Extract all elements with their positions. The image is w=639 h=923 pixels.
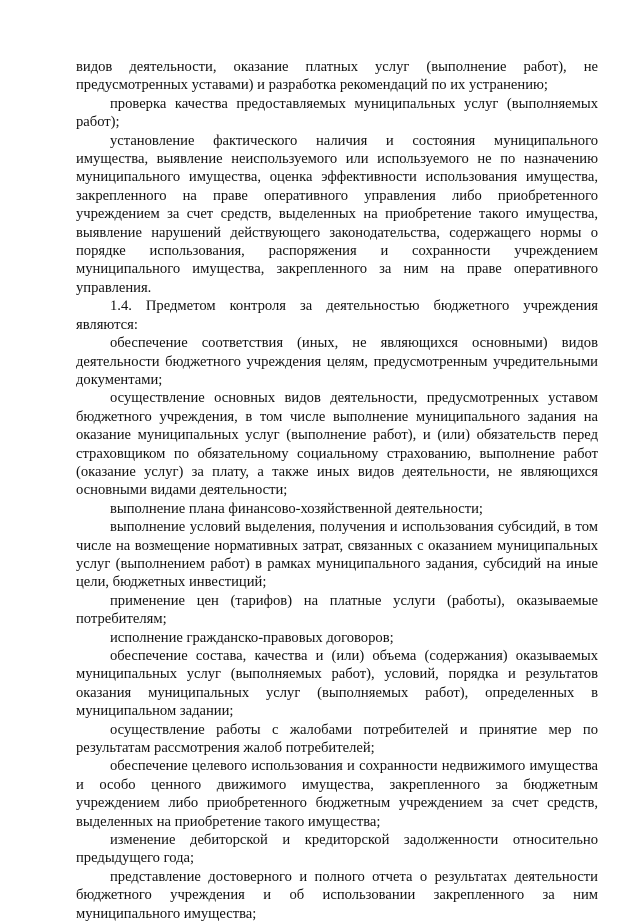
paragraph-subsidies: выполнение условий выделения, получения и использования субсидий, в том числе на возмещение нормативных затрат, связанных с оказанием муниципальных услуг (выполнением работ) в рамках муниципального задания, субсидий на иные цели, бюджетных инвестиций; xyxy=(76,519,598,591)
paragraph-property-establishment: установление фактического наличия и состояния муниципального имущества, выявление неиспользуемого или используемого не по назначению муниципального имущества, оценка эффективности использования имущества, закрепленного на праве оперативного управления либо приобретенного учреждением за счет средств, выделенных на приобретение такого имущества, выявление нарушений действующего законодательства, содержащего нормы о порядке использования, распоряжения и сохранности учреждением муниципального имущества, закрепленного за ним на праве оперативного управления. xyxy=(76,132,598,296)
paragraph-section-1-4: 1.4. Предметом контроля за деятельностью бюджетного учреждения являются: xyxy=(76,298,598,333)
paragraph-debts: изменение дебиторской и кредиторской задолженности относительно предыдущего года; xyxy=(76,832,598,867)
paragraph-continuation: видов деятельности, оказание платных услуг (выполнение работ), не предусмотренных уставами) и разработка рекомендаций по их устранению; xyxy=(76,59,598,94)
document-page xyxy=(76,58,598,923)
paragraph-prices: применение цен (тарифов) на платные услуги (работы), оказываемые потребителям; xyxy=(76,592,598,628)
paragraph-complaints: осуществление работы с жалобами потребителей и принятие мер по результатам рассмотрения жалоб потребителей; xyxy=(76,721,598,757)
paragraph-quality-check: проверка качества предоставляемых муниципальных услуг (выполняемых работ); xyxy=(76,95,598,131)
paragraph-compliance: обеспечение соответствия (иных, не являющихся основными) видов деятельности бюджетного учреждения целям, предусмотренным учредительными документами; xyxy=(76,335,598,388)
paragraph-main-activities: осуществление основных видов деятельности, предусмотренных уставом бюджетного учреждения, в том числе выполнение муниципального задания на оказание муниципальных услуг (выполнение работ), и (или) обязательств перед страховщиком по обязательному социальному страхованию, выполнение работ (оказание услуг) за плату, а также иных видов деятельности, не являющихся основными видами деятельности; xyxy=(76,390,598,499)
paragraph-property-use: обеспечение целевого использования и сохранности недвижимого имущества и особо ценного движимого имущества, закрепленного за бюджетным учреждением либо приобретенного бюджетным учреждением за счет средств, выделенных на приобретение такого имущества; xyxy=(76,758,598,830)
paragraph-report: представление достоверного и полного отчета о результатах деятельности бюджетного учреждения и об использовании закрепленного за ним муниципального имущества; xyxy=(76,868,598,922)
paragraph-service-quality: обеспечение состава, качества и (или) объема (содержания) оказываемых муниципальных услуг (выполняемых работ), условий, порядка и результатов оказания муниципальных услуг (выполняемых работ), определенных в муниципальном задании; xyxy=(76,648,598,720)
paragraph-contracts: исполнение гражданско-правовых договоров; xyxy=(110,629,394,646)
paragraph-financial-plan: выполнение плана финансово-хозяйственной деятельности; xyxy=(110,500,483,517)
